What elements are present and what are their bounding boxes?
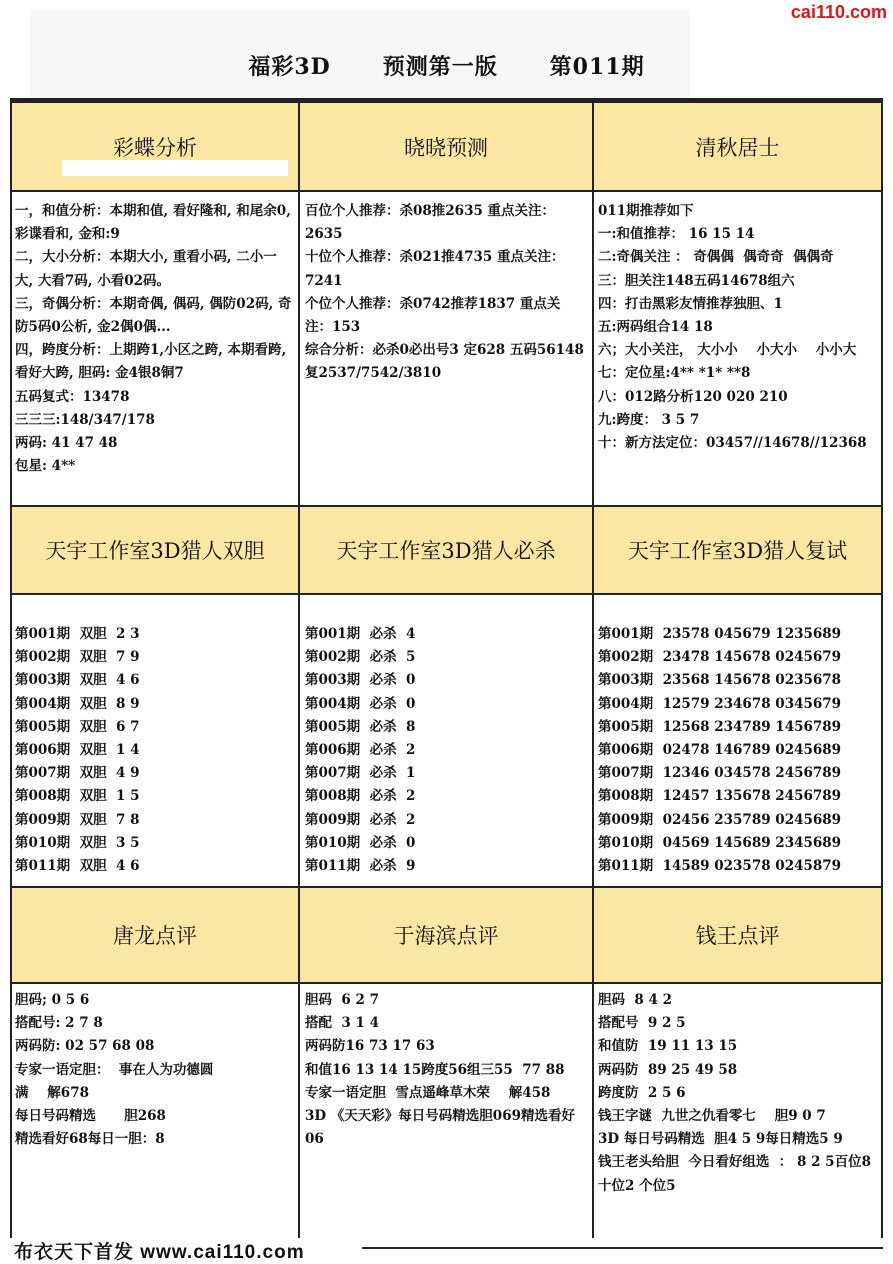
text-line: 两码: 41 47 48 <box>15 435 118 452</box>
text-line: 百位个人推荐：杀08推2635 重点关注：2635 <box>305 203 556 243</box>
text-line: 九:跨度： 3 5 7 <box>598 411 700 428</box>
tianyu-double-list <box>15 623 293 883</box>
text-line: 两码防 89 25 49 58 <box>598 1061 738 1078</box>
header-xiaoxiao: 晓晓预测 <box>300 101 592 192</box>
tianyu-kill-list <box>305 623 417 883</box>
text-line: 第008期 必杀 2 <box>305 788 416 805</box>
text-line: 第002期 23478 145678 0245679 <box>598 649 842 666</box>
text-line: 3D 每日号码精选 胆4 5 9每日精选5 9 <box>598 1131 843 1148</box>
text-line: 专家一语定胆 雪点遥峰草木荣 解458 <box>305 1084 551 1101</box>
text-line: 第006期 双胆 1 4 <box>15 742 140 759</box>
text-line: 三，奇偶分析：本期奇偶, 偶码, 偶防02码, 奇防5码0公析, 金2偶0偶... <box>15 295 292 336</box>
text-line: 第006期 02478 146789 0245689 <box>598 742 842 759</box>
redaction-mark <box>62 160 288 176</box>
header-tianyu-multi: 天宇工作室3D猎人复试 <box>594 505 881 595</box>
text-line: 八：012路分析120 020 210 <box>598 388 788 405</box>
text-line: 第007期 双胆 4 9 <box>15 765 140 782</box>
text-line: 和值防 19 11 13 15 <box>598 1038 738 1055</box>
text-line: 钱王字谜 九世之仇看零七 胆9 0 7 <box>598 1108 826 1125</box>
text-line: 每日号码精选 胆268 <box>15 1108 166 1125</box>
header-qianwang: 钱王点评 <box>594 886 881 984</box>
text-line: 三三三:148/347/178 <box>15 411 155 428</box>
text-line: 第004期 12579 234678 0345679 <box>598 695 842 712</box>
text-line: 六；大小关注， 大小小 小大小 小小大 <box>598 342 857 359</box>
text-line: 五:两码组合14 18 <box>598 319 713 336</box>
site-logo[interactable]: cai110.com <box>790 2 887 22</box>
text-line: 搭配号 9 2 5 <box>598 1015 686 1032</box>
footer-divider <box>362 1247 883 1249</box>
text-line: 十：新方法定位：03457//14678//12368 <box>598 435 867 452</box>
qianwang-review-text <box>598 989 874 1229</box>
text-line: 第004期 双胆 8 9 <box>15 695 140 712</box>
text-line: 包星: 4** <box>15 458 76 475</box>
text-line: 一:和值推荐： 16 15 14 <box>598 226 755 243</box>
text-line: 第001期 双胆 2 3 <box>15 626 140 642</box>
text-line: 第008期 12457 135678 2456789 <box>598 788 842 805</box>
text-line: 第010期 双胆 3 5 <box>15 834 140 851</box>
text-line: 两码防: 02 57 68 08 <box>15 1038 155 1055</box>
text-line: 第011期 双胆 4 6 <box>15 858 140 875</box>
header-yuhaibin: 于海滨点评 <box>300 886 592 984</box>
caidie-analysis-text <box>15 200 293 500</box>
header-tianyu-double: 天宇工作室3D猎人双胆 <box>12 505 298 595</box>
text-line: 第002期 必杀 5 <box>305 649 416 666</box>
text-line: 第009期 02456 235789 0245689 <box>598 811 842 828</box>
text-line: 精选看好68每日一胆：8 <box>15 1131 165 1148</box>
column-divider <box>298 98 300 1238</box>
footer-source: 布衣天下首发 www.cai110.com <box>14 1242 305 1263</box>
text-line: 第001期 23578 045679 1235689 <box>598 626 842 642</box>
yuhaibin-review-text <box>305 989 589 1229</box>
text-line: 第008期 双胆 1 5 <box>15 788 140 805</box>
text-line: 第005期 12568 234789 1456789 <box>598 718 842 735</box>
text-line: 一，和值分析：本期和值, 看好隆和, 和尾余0,彩谍看和, 金和:9 <box>15 203 291 243</box>
text-line: 两码防16 73 17 63 <box>305 1038 435 1055</box>
text-line: 和值16 13 14 15跨度56组三55 77 88 <box>305 1061 565 1078</box>
text-line: 搭配号: 2 7 8 <box>15 1015 103 1032</box>
text-line: 复2537/7542/3810 <box>305 365 442 382</box>
xiaoxiao-prediction-text <box>305 200 587 500</box>
tanglong-review-text <box>15 989 215 1229</box>
text-line: 第003期 23568 145678 0235678 <box>598 672 842 689</box>
page-title: 福彩3D 预测第一版 第011期 <box>248 54 645 80</box>
header-tanglong: 唐龙点评 <box>12 886 298 984</box>
qingqiu-recommendation-text <box>598 200 878 500</box>
tianyu-multi-list <box>598 623 880 883</box>
text-line: 第009期 必杀 2 <box>305 811 416 828</box>
column-divider <box>592 98 594 1238</box>
text-line: 第003期 必杀 0 <box>305 672 416 689</box>
text-line: 胆码 8 4 2 <box>598 992 672 1008</box>
text-line: 第006期 必杀 2 <box>305 742 416 759</box>
text-line: 第011期 14589 023578 0245879 <box>598 858 842 875</box>
text-line: 钱王老头给胆 今日看好组选 ： 8 2 5百位8 十位2 个位5 <box>598 1154 876 1194</box>
text-line: 第004期 必杀 0 <box>305 695 416 712</box>
text-line: 第005期 双胆 6 7 <box>15 718 140 735</box>
text-line: 七：定位星:4** *1* **8 <box>598 365 751 382</box>
text-line: 第010期 04569 145689 2345689 <box>598 834 842 851</box>
text-line: 第005期 必杀 8 <box>305 718 416 735</box>
text-line: 二:奇偶关注 ： 奇偶偶 偶奇奇 偶偶奇 <box>598 249 834 266</box>
text-line: 个位个人推荐：杀0742推荐1837 重点关注：153 <box>305 295 561 336</box>
text-line: 跨度防 2 5 6 <box>598 1084 686 1101</box>
text-line: 四：打击黑彩友情推荐独胆、1 <box>598 295 783 312</box>
text-line: 专家一语定胆： 事在人为功德圆满 解678 <box>15 1061 214 1101</box>
text-line: 第001期 必杀 4 <box>305 626 416 642</box>
header-qingqiu: 清秋居士 <box>594 101 881 192</box>
text-line: 三：胆关注148五码14678组六 <box>598 272 795 289</box>
text-line: 第009期 双胆 7 8 <box>15 811 140 828</box>
text-line: 第010期 必杀 0 <box>305 834 416 851</box>
text-line: 四，跨度分析：上期跨1,小区之跨, 本期看跨, 看好大跨, 胆码: 金4银8铜7 <box>15 342 291 382</box>
text-line: 综合分析：必杀0必出号3 定628 五码56148 <box>305 342 584 359</box>
text-line: 胆码 6 2 7 <box>305 992 379 1008</box>
header-tianyu-kill: 天宇工作室3D猎人必杀 <box>300 505 592 595</box>
text-line: 第011期 必杀 9 <box>305 858 416 875</box>
text-line: 第007期 必杀 1 <box>305 765 416 782</box>
text-line: 搭配 3 1 4 <box>305 1015 379 1032</box>
text-line: 五码复式：13478 <box>15 388 130 405</box>
text-line: 二，大小分析：本期大小, 重看小码, 二小一大, 大看7码, 小看02码。 <box>15 249 277 289</box>
header-caidie: 彩蝶分析 <box>12 101 298 192</box>
text-line: 第002期 双胆 7 9 <box>15 649 140 666</box>
text-line: 第003期 双胆 4 6 <box>15 672 140 689</box>
text-line: 十位个人推荐：杀021推4735 重点关注：7241 <box>305 249 565 289</box>
text-line: 011期推荐如下 <box>598 203 694 219</box>
text-line: 胆码; 0 5 6 <box>15 992 90 1008</box>
text-line: 3D 《天天彩》每日号码精选胆069精选看好06 <box>305 1108 575 1148</box>
text-line: 第007期 12346 034578 2456789 <box>598 765 842 782</box>
